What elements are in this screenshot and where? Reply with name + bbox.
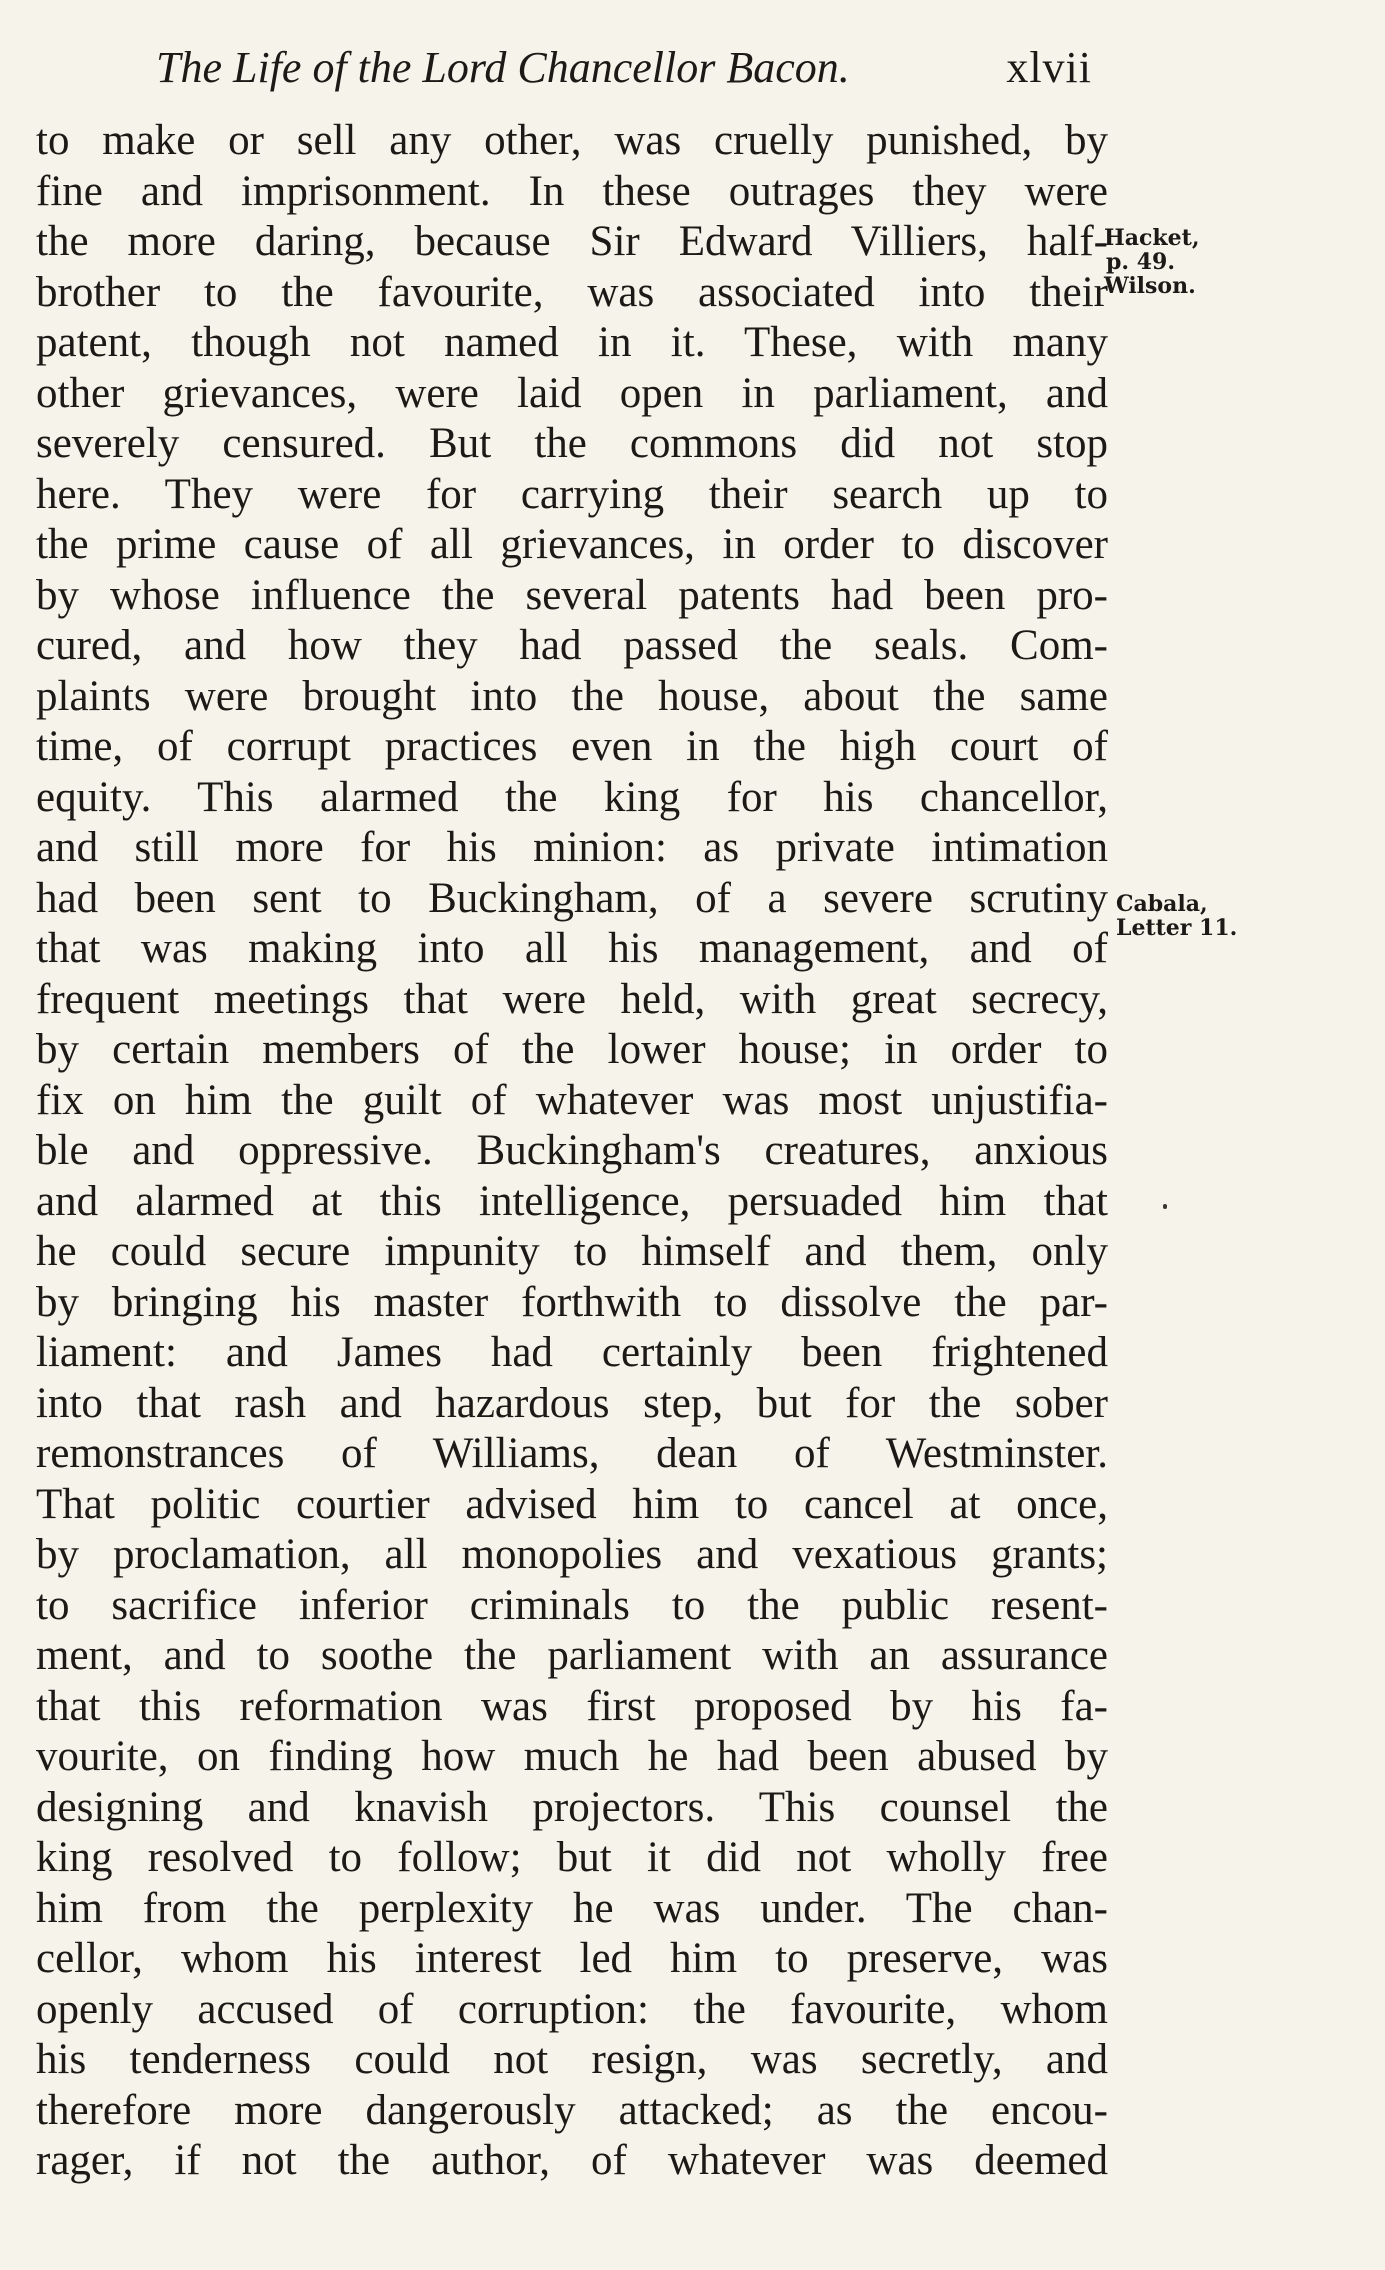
text-line: king resolved to follow; but it did not wholly free (36, 1834, 1108, 1881)
running-head (150, 38, 1092, 98)
text-line: into that rash and hazardous step, but for the sober (36, 1379, 1108, 1427)
margin-note-line: Hacket, (1104, 225, 1200, 251)
margin-note-line: Wilson. (1104, 273, 1196, 299)
text-line: that was making into all his management, and of (36, 925, 1108, 972)
text-line: remonstrances of Williams, dean of Westminster. (36, 1430, 1108, 1477)
text-line: liament: and James had certainly been frightened (36, 1329, 1108, 1376)
text-line: openly accused of corruption: the favourite, whom (36, 1985, 1108, 2033)
text-line: cured, and how they had passed the seals. Com- (36, 622, 1108, 669)
text-line: frequent meetings that were held, with great secrecy, (36, 975, 1108, 1023)
text-line: time, of corrupt practices even in the high court of (36, 723, 1108, 770)
text-line: the more daring, because Sir Edward Villiers, half- (36, 218, 1108, 265)
text-line: his tenderness could not resign, was secretly, and (36, 2036, 1108, 2083)
text-line: fine and imprisonment. In these outrages they were (36, 167, 1108, 215)
text-line: by bringing his master forthwith to dissolve the par- (36, 1278, 1108, 1326)
text-line: vourite, on finding how much he had been abused by (36, 1733, 1108, 1780)
text-line: and alarmed at this intelligence, persuaded him that (36, 1177, 1108, 1225)
text-line: brother to the favourite, was associated into their (36, 268, 1108, 316)
page-number: xlvii (1006, 43, 1092, 92)
text-line: here. They were for carrying their search up to (36, 470, 1108, 518)
text-line: and still more for his minion: as private intimation (36, 824, 1108, 871)
margin-note-line: Cabala, (1116, 891, 1208, 917)
text-line: therefore more dangerously attacked; as the encou- (36, 2086, 1108, 2134)
margin-note-line: p. 49. (1106, 249, 1175, 275)
margin-note-cabala (1116, 892, 1237, 940)
text-line: cellor, whom his interest led him to preserve, was (36, 1935, 1108, 1982)
text-line: other grievances, were laid open in parliament, and (36, 369, 1108, 417)
text-line: him from the perplexity he was under. The chan- (36, 1884, 1108, 1932)
text-line: fix on him the guilt of whatever was most unjustifia- (36, 1076, 1108, 1124)
text-line: designing and knavish projectors. This counsel the (36, 1783, 1108, 1831)
text-line: had been sent to Buckingham, of a severe scrutiny (36, 874, 1108, 922)
text-line: the prime cause of all grievances, in order to discover (36, 521, 1108, 568)
text-line: he could secure impunity to himself and them, only (36, 1228, 1108, 1275)
text-line: plaints were brought into the house, about the same (36, 672, 1108, 720)
text-line: That politic courtier advised him to cancel at once, (36, 1480, 1108, 1528)
text-line: ble and oppressive. Buckingham's creatures, anxious (36, 1127, 1108, 1174)
text-line: rager, if not the author, of whatever was deemed (36, 2137, 1108, 2184)
text-line: by whose influence the several patents had been pro- (36, 571, 1108, 619)
text-line: that this reformation was first proposed by his fa- (36, 1682, 1108, 1730)
text-line: patent, though not named in it. These, with many (36, 319, 1108, 366)
text-line: to make or sell any other, was cruelly punished, by (36, 117, 1108, 164)
text-line: by certain members of the lower house; in order to (36, 1026, 1108, 1073)
text-line: equity. This alarmed the king for his chancellor, (36, 773, 1108, 821)
text-line: to sacrifice inferior criminals to the public resent- (36, 1581, 1108, 1629)
margin-note-line: Letter 11. (1116, 915, 1238, 941)
text-line: severely censured. But the commons did not stop (36, 420, 1108, 467)
margin-note-hacket (1104, 226, 1200, 298)
body-text (36, 116, 1108, 2187)
text-line: by proclamation, all monopolies and vexatious grants; (36, 1531, 1108, 1578)
ink-speck (1163, 1204, 1167, 1209)
text-line: ment, and to soothe the parliament with an assurance (36, 1632, 1108, 1679)
running-title: The Life of the Lord Chancellor Bacon. (156, 43, 850, 92)
